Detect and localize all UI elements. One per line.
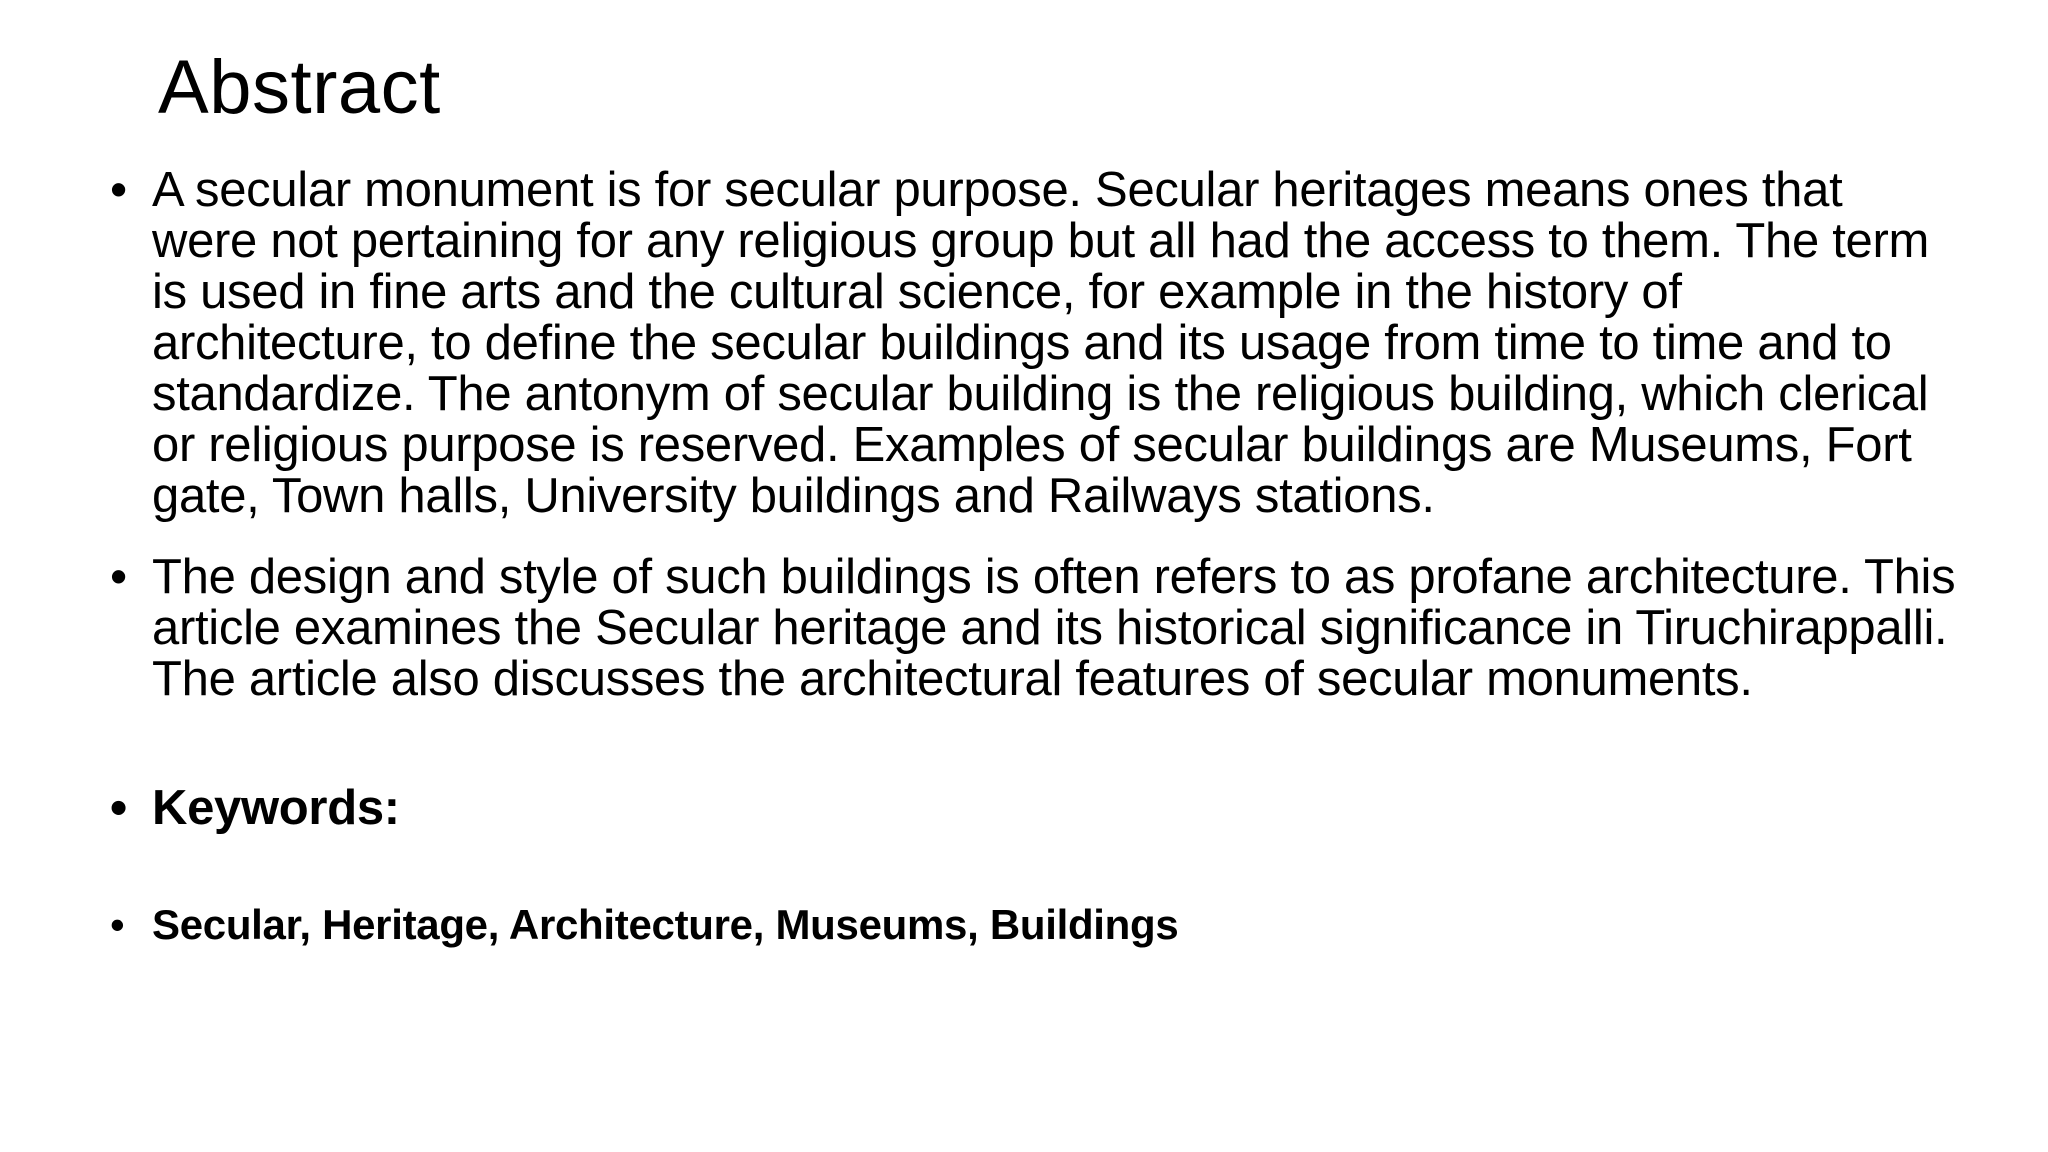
keywords-label: Keywords: bbox=[152, 781, 400, 835]
bullet-list bbox=[110, 165, 1960, 948]
slide-title: Abstract bbox=[158, 45, 441, 130]
bullet-dot-icon: • bbox=[110, 163, 127, 217]
bullet-dot-icon: • bbox=[110, 550, 127, 604]
bullet-dot-icon: • bbox=[110, 901, 125, 948]
keywords-heading bbox=[110, 783, 1960, 834]
keywords-list bbox=[110, 902, 1960, 948]
keywords-text: Secular, Heritage, Architecture, Museums, Buildings bbox=[152, 901, 1179, 948]
bullet-item bbox=[110, 165, 1960, 522]
bullet-text: The design and style of such buildings is often refers to as profane architecture. This article examines the Secular heritage and its historical significance in Tiruchirappalli. The article also discusses the architectural features of secular monuments. bbox=[152, 550, 1956, 706]
bullet-text: A secular monument is for secular purpose. Secular heritages means ones that were not pertaining for any religious group but all had the access to them. The term is used in fine arts and the cultural science, for example in the history of architecture, to define the secular buildings and its usage from time to time and to standardize. The antonym of secular building is the religious building, which clerical or religious purpose is reserved. Examples of secular buildings are Museums, Fort gate, Town halls, University buildings and Railways stations. bbox=[152, 163, 1930, 523]
bullet-item bbox=[110, 552, 1960, 705]
bullet-dot-icon: • bbox=[110, 781, 127, 835]
